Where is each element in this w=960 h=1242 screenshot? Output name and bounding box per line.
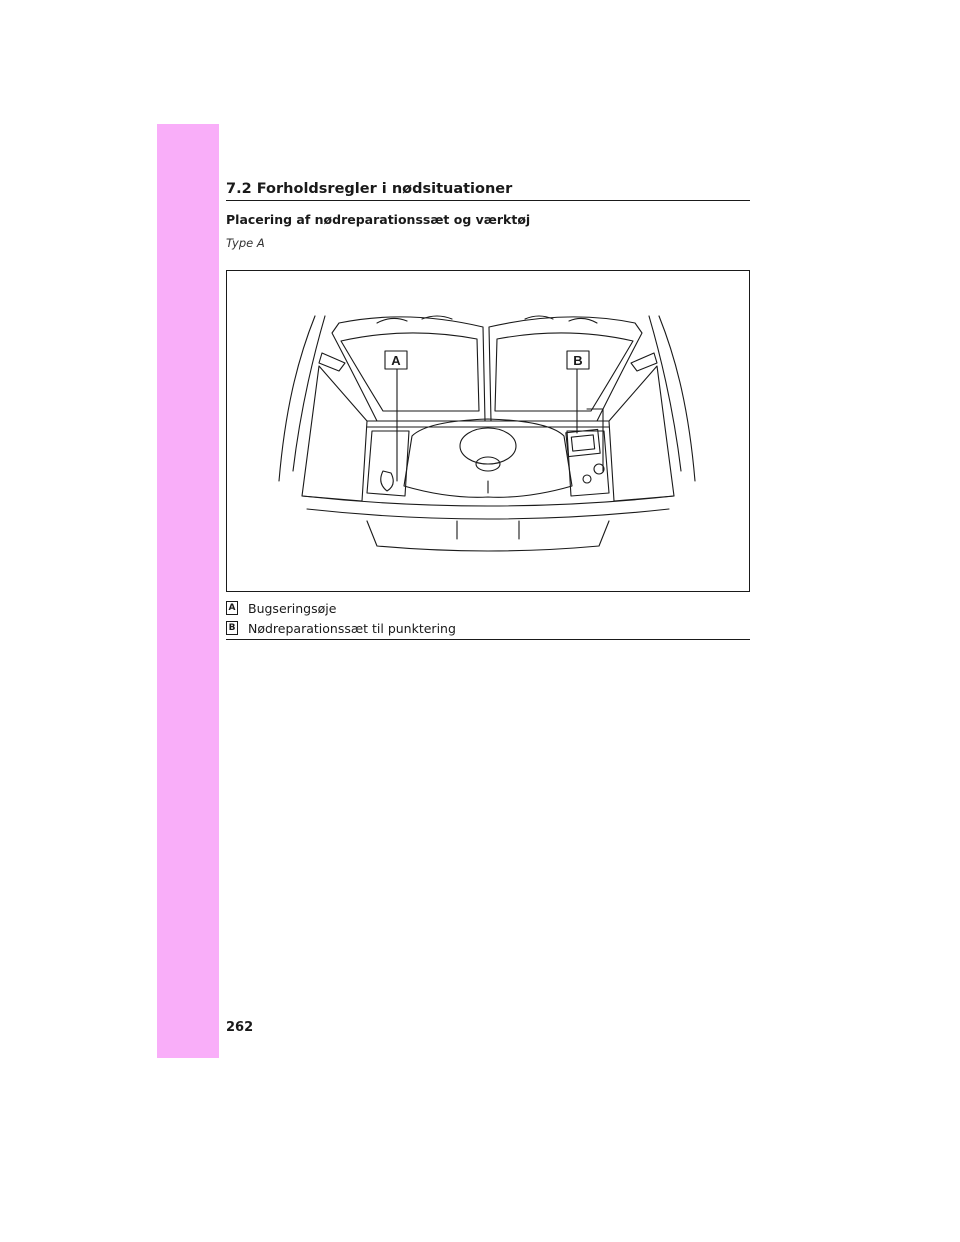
legend-key-b: B xyxy=(226,621,238,635)
left-storage-tray xyxy=(367,431,409,496)
callout-a: A xyxy=(391,353,401,368)
left-seat-back-inner xyxy=(341,333,479,411)
callout-b: B xyxy=(573,353,583,368)
spare-wheel-hub xyxy=(460,428,516,464)
chapter-side-tab xyxy=(157,124,219,1058)
bumper xyxy=(367,521,609,551)
page-number: 262 xyxy=(226,1020,254,1035)
legend-item-b xyxy=(226,619,456,637)
section-header xyxy=(226,178,750,201)
page-subtitle: Placering af nødreparationssæt og værktøj xyxy=(226,212,531,227)
trunk-illustration xyxy=(226,270,750,592)
left-side-panel xyxy=(302,366,367,501)
body-right-outline-inner xyxy=(649,316,681,471)
legend-text-b: Nødreparationssæt til punktering xyxy=(248,620,456,636)
section-title: 7.2 Forholdsregler i nødsituationer xyxy=(226,181,513,197)
type-label: Type A xyxy=(226,236,265,250)
trunk-drawing xyxy=(227,271,749,591)
body-left-outline-inner xyxy=(293,316,325,471)
body-right-outline xyxy=(659,316,695,481)
legend-key-a: A xyxy=(226,601,238,615)
repair-kit-box xyxy=(566,429,600,456)
right-seat-back-inner xyxy=(495,333,633,411)
legend-divider xyxy=(226,639,750,640)
legend-text-a: Bugseringsøje xyxy=(248,600,337,616)
right-side-panel xyxy=(609,366,674,501)
legend-item-a xyxy=(226,599,336,617)
body-left-outline xyxy=(279,316,315,481)
tow-eye xyxy=(381,471,394,491)
